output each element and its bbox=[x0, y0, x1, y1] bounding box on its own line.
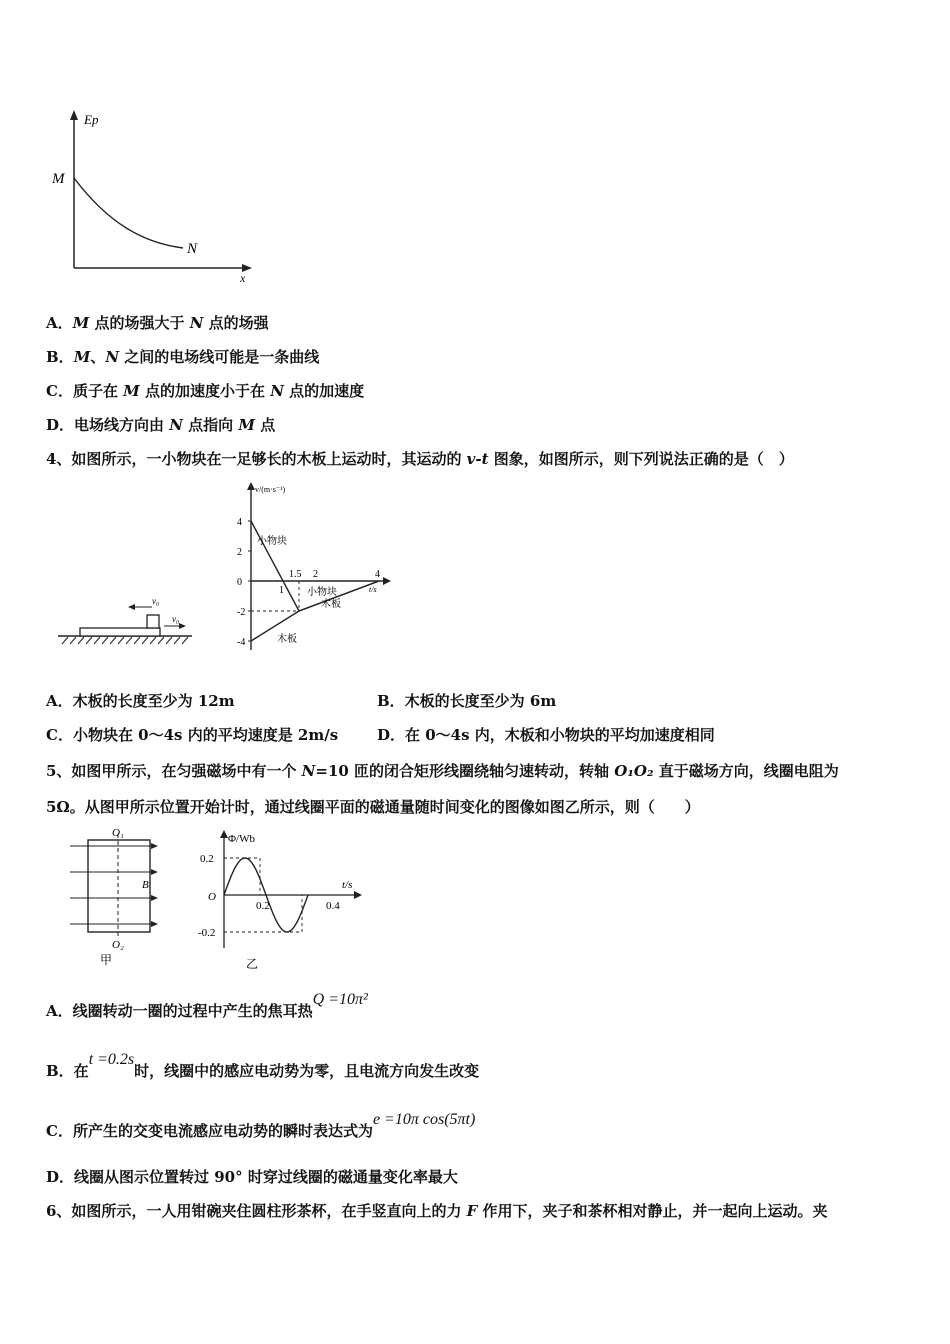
ep-point-m: M bbox=[52, 171, 65, 187]
vt-label-block-lower: 小物块 bbox=[307, 587, 337, 598]
q4-option-b: B．木板的长度至少为 6m bbox=[377, 692, 557, 710]
board-v0-label: v₀ bbox=[172, 614, 180, 624]
ep-point-n: N bbox=[187, 241, 198, 257]
flux-x-mid: 0.2 bbox=[256, 900, 270, 912]
vt-x-tick-label: 4 bbox=[375, 569, 380, 580]
q3-option-d: D．电场线方向由 N 点指向 M 点 bbox=[46, 416, 276, 434]
axis-o2-label: O₂ bbox=[112, 939, 124, 951]
block bbox=[147, 615, 159, 628]
ep-x-graph bbox=[48, 108, 258, 286]
vt-x-label: t/s bbox=[369, 585, 377, 594]
coil-rect bbox=[88, 840, 150, 932]
vt-y-arrow bbox=[247, 482, 255, 490]
block-v0-label: v₀ bbox=[152, 596, 160, 606]
vt-label-board-upper: 木板 bbox=[321, 599, 341, 610]
q5-option-d: D．线圈从图示位置转过 90° 时穿过线圈的磁通量变化率最大 bbox=[46, 1168, 458, 1186]
ep-y-arrow bbox=[70, 110, 78, 120]
q3-option-a: A．M 点的场强大于 N 点的场强 bbox=[46, 314, 269, 332]
q6-stem: 6、如图所示，一人用钳碗夹住圆柱形茶杯，在手竖直向上的力 F 作用下，夹子和茶杯相对静止，并一起向上运动。夹 bbox=[46, 1202, 828, 1220]
ep-x-label: x bbox=[240, 271, 246, 285]
ep-curve bbox=[74, 178, 183, 248]
vt-x-tick-label: 2 bbox=[313, 569, 318, 580]
q4-option-d: D．在 0～4s 内，木板和小物块的平均加速度相同 bbox=[377, 726, 715, 744]
q3-option-c: C．质子在 M 点的加速度小于在 N 点的加速度 bbox=[46, 382, 365, 400]
axis-o1-label: O₁ bbox=[112, 827, 124, 839]
flux-origin: O bbox=[208, 891, 216, 903]
q5-b-formula: t =0.2s bbox=[88, 1051, 135, 1068]
vt-x-tick-label: 1 bbox=[279, 585, 284, 596]
flux-x-arrow bbox=[354, 891, 362, 899]
flux-graph-yi bbox=[196, 826, 366, 972]
board bbox=[80, 628, 160, 636]
q4-option-a: A．木板的长度至少为 12m bbox=[46, 692, 235, 710]
ep-y-label: Ep bbox=[84, 112, 99, 127]
q3-option-b: B．M、N 之间的电场线可能是一条曲线 bbox=[46, 348, 320, 366]
vt-y-label: v/(m·s⁻¹) bbox=[255, 485, 286, 494]
ground-hatch bbox=[62, 637, 188, 644]
flux-y-top: 0.2 bbox=[200, 853, 214, 865]
q5-stem-line2: 5Ω。从图甲所示位置开始计时，通过线圈平面的磁通量随时间变化的图像如图乙所示，则（ ） bbox=[46, 798, 700, 816]
board-block-sketch bbox=[56, 596, 196, 652]
caption-yi: 乙 bbox=[246, 957, 259, 971]
q5-c-formula: e =10π cos(5πt) bbox=[372, 1111, 476, 1128]
flux-y-arrow bbox=[220, 830, 228, 838]
vt-y-tick-label: 0 bbox=[237, 577, 242, 588]
q4-option-c: C．小物块在 0～4s 内的平均速度是 2m/s bbox=[46, 726, 339, 744]
vt-x-tick-label: 1.5 bbox=[289, 569, 302, 580]
flux-x-end: 0.4 bbox=[326, 900, 340, 912]
field-arrowheads bbox=[151, 843, 158, 927]
vt-graph bbox=[225, 480, 395, 658]
q5-option-b: B．在t =0.2s时，线圈中的感应电动势为零，且电流方向发生改变 bbox=[46, 1051, 480, 1080]
vt-y-tick-label: 4 bbox=[237, 517, 242, 528]
q5-option-c: C．所产生的交变电流感应电动势的瞬时表达式为e =10π cos(5πt) bbox=[46, 1111, 476, 1140]
caption-jia: 甲 bbox=[100, 953, 113, 967]
vt-x-arrow bbox=[383, 577, 391, 585]
block-arrow-head bbox=[128, 604, 135, 610]
vt-y-tick-label: -4 bbox=[237, 637, 246, 648]
board-arrow-head bbox=[179, 623, 186, 629]
vt-label-block-upper: 小物块 bbox=[257, 536, 287, 547]
q5-option-a: A．线圈转动一圈的过程中产生的焦耳热Q =10π² bbox=[46, 991, 368, 1020]
flux-x-label: t/s bbox=[342, 879, 353, 891]
vt-y-tick-label: -2 bbox=[237, 607, 246, 618]
flux-y-label: Φ/Wb bbox=[228, 833, 255, 845]
q5-a-formula: Q =10π² bbox=[312, 991, 368, 1008]
field-b-label: B bbox=[142, 879, 149, 891]
vt-label-board-lower: 木板 bbox=[277, 634, 297, 645]
coil-figure-jia bbox=[62, 826, 162, 968]
vt-y-tick-label: 2 bbox=[237, 547, 242, 558]
q5-stem-line1: 5、如图甲所示，在匀强磁场中有一个 N=10 匝的闭合矩形线圈绕轴匀速转动，转轴 O₁O₂ 直于磁场方向，线圈电阻为 bbox=[46, 762, 839, 780]
flux-y-bottom: -0.2 bbox=[198, 927, 216, 939]
q4-stem: 4、如图所示，一小物块在一足够长的木板上运动时，其运动的 v-t 图象，如图所示，则下列说法正确的是（ ） bbox=[46, 450, 794, 468]
